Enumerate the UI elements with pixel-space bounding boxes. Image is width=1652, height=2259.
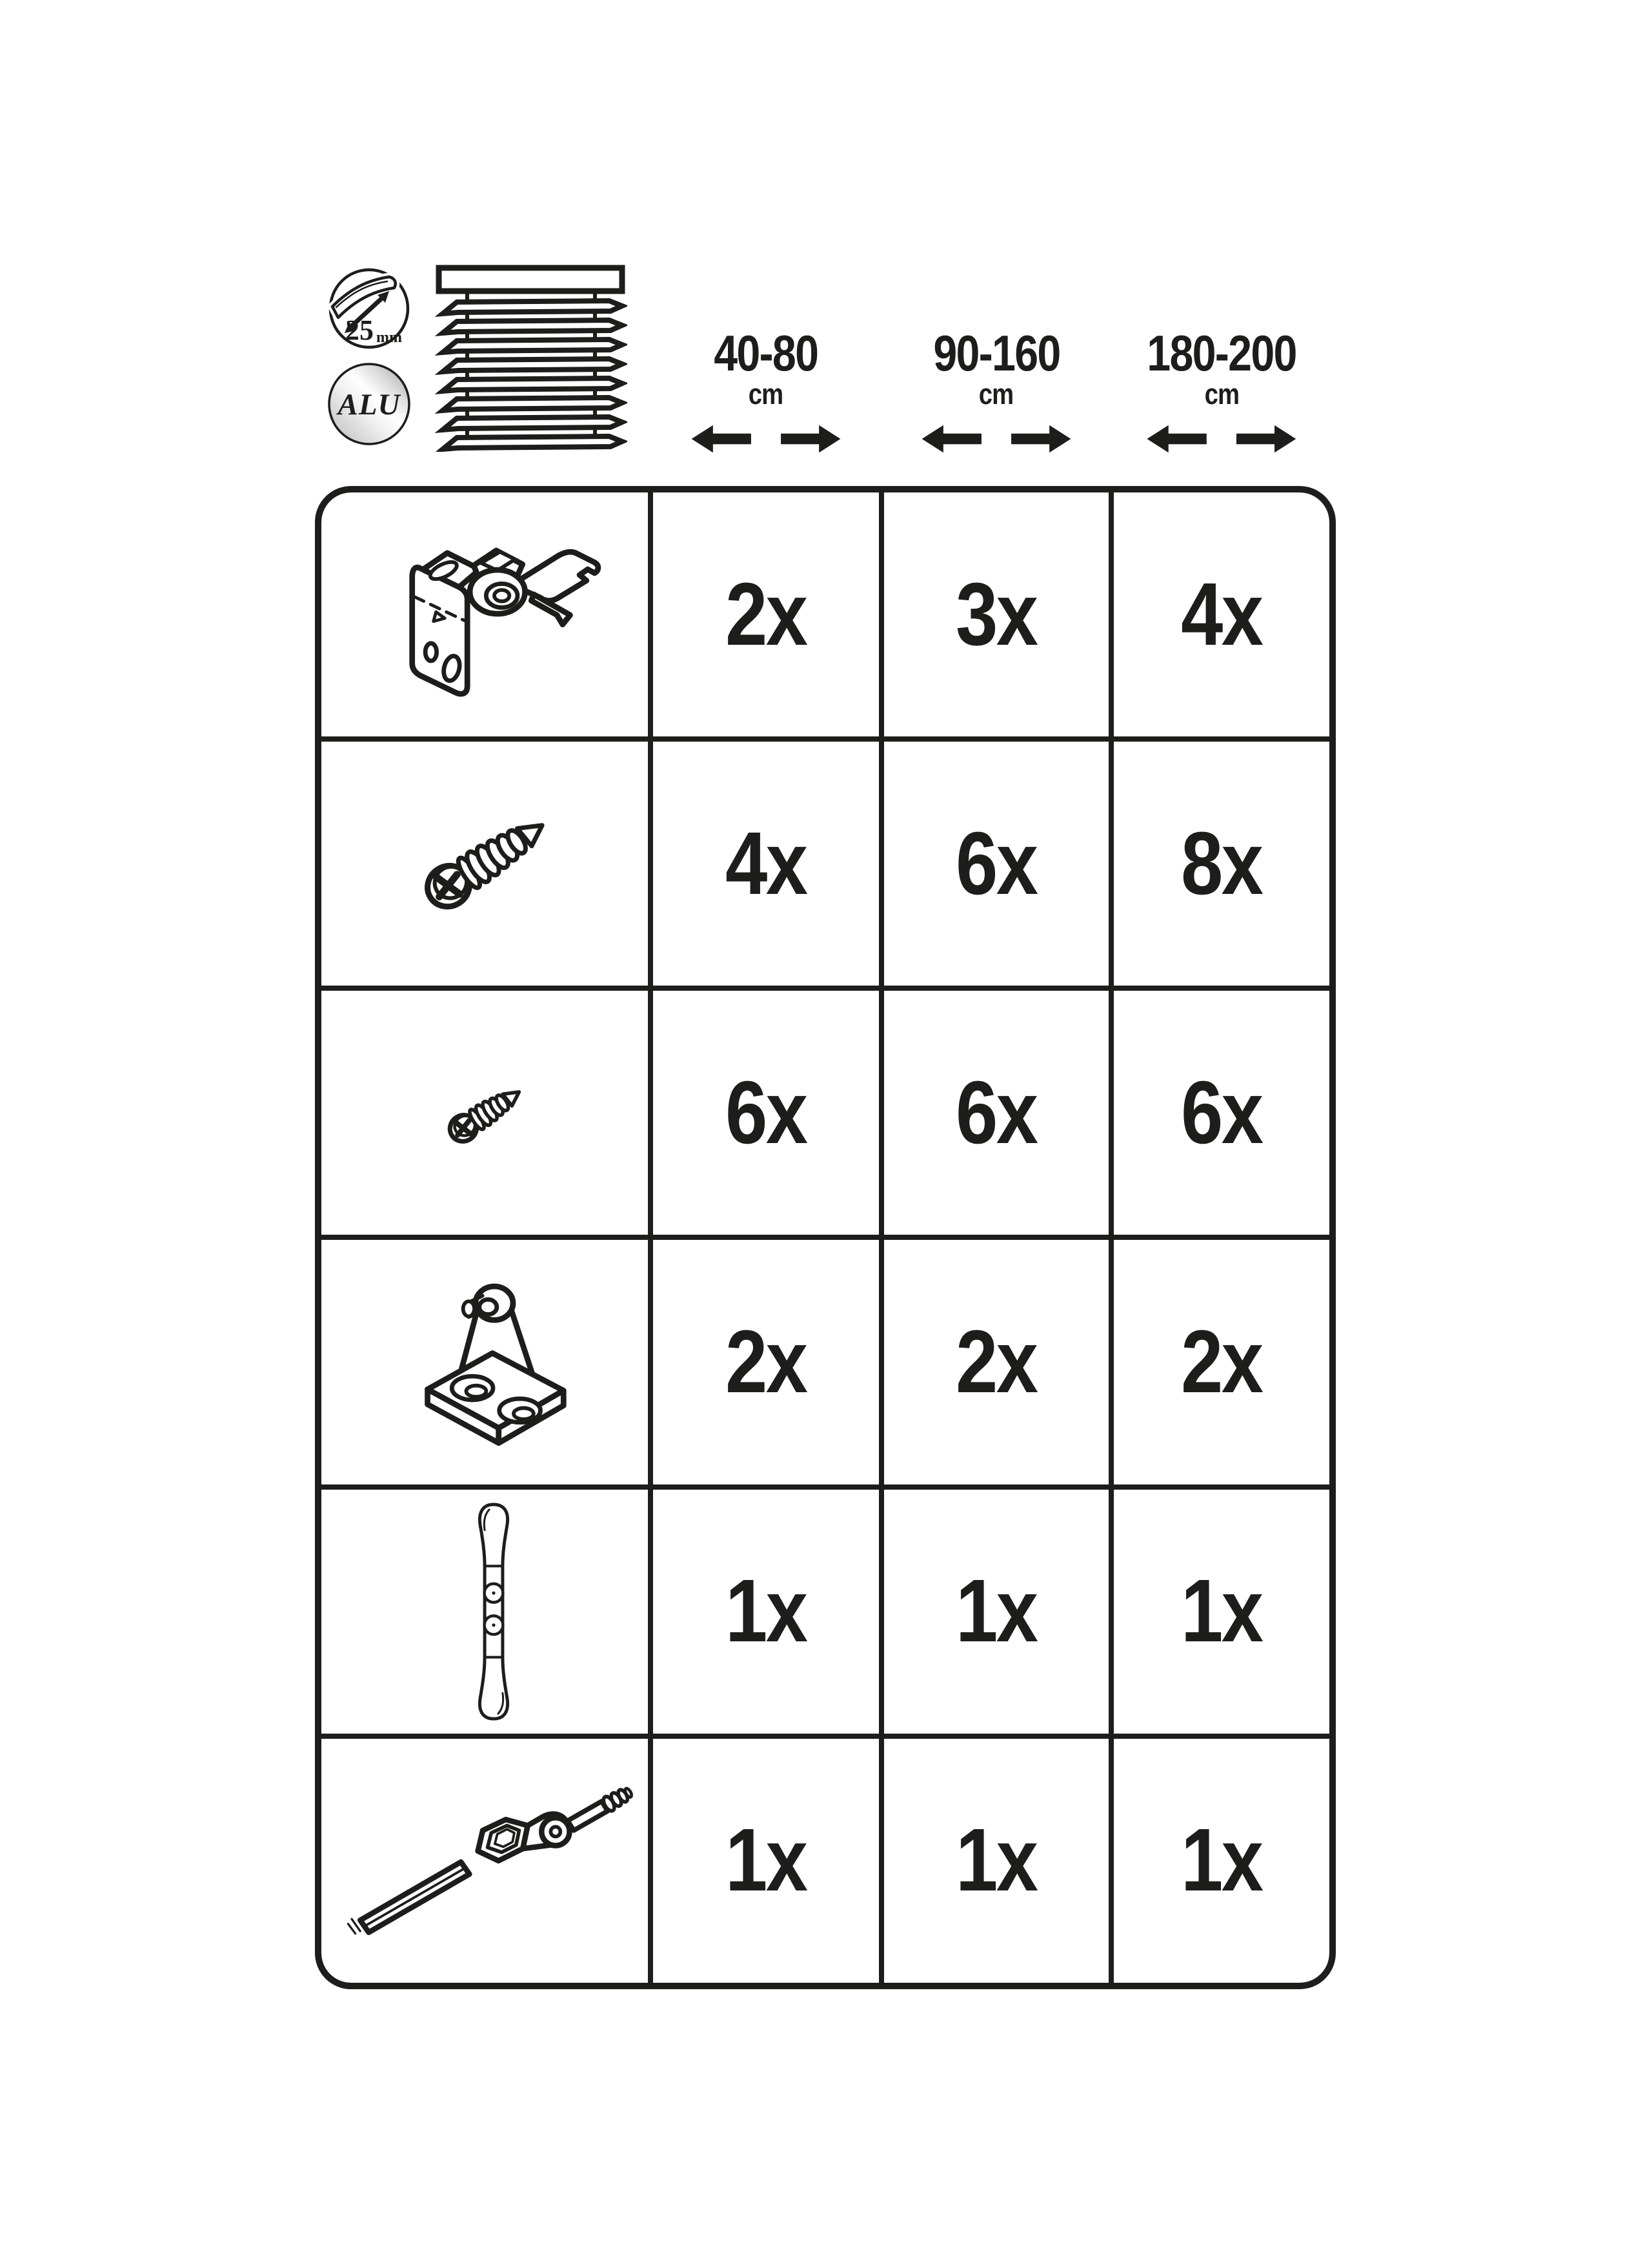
mounting-bracket-icon	[381, 527, 607, 702]
table-row-4-qty-40-80: 2x	[653, 1240, 879, 1484]
table-row-4-part	[321, 1240, 648, 1484]
table-row-5-part	[321, 1490, 648, 1734]
table-row-1-qty-90-160: 3x	[884, 492, 1109, 736]
table-row-6-qty-90-160: 1x	[884, 1739, 1109, 1983]
width-range-arrows-icon	[916, 423, 1077, 454]
width-range-arrows-icon	[685, 423, 847, 454]
table-row-1-part	[321, 492, 648, 736]
width-range-arrows-icon	[1141, 423, 1302, 454]
svg-text:mm: mm	[376, 329, 402, 346]
table-row-3-qty-90-160: 6x	[884, 991, 1109, 1235]
table-row-2-part	[321, 742, 648, 986]
tilt-wand-icon	[342, 1770, 645, 1952]
size-column-header-40-80	[685, 327, 847, 458]
aluminium-material-icon	[327, 361, 412, 447]
long-screw-icon	[413, 796, 574, 931]
table-row-2-qty-180-200: 8x	[1114, 742, 1329, 986]
size-column-header-180-200	[1134, 327, 1309, 458]
table-row-3-part	[321, 991, 648, 1235]
parts-quantity-table	[315, 486, 1336, 1989]
table-row-1-qty-40-80: 2x	[653, 492, 879, 736]
table-row-2-qty-40-80: 4x	[653, 742, 879, 986]
hold-down-bracket-icon	[400, 1266, 587, 1459]
size-column-header-90-160	[916, 327, 1077, 458]
size-range-label: 40-80	[714, 325, 818, 381]
table-row-6-part	[321, 1739, 648, 1983]
table-row-5-qty-40-80: 1x	[653, 1490, 879, 1734]
svg-text:ALU: ALU	[337, 388, 401, 421]
table-row-3-qty-180-200: 6x	[1114, 991, 1329, 1235]
size-range-label: 180-200	[1147, 325, 1296, 381]
table-row-2-qty-90-160: 6x	[884, 742, 1109, 986]
table-row-5-qty-90-160: 1x	[884, 1490, 1109, 1734]
size-unit-label: cm	[749, 378, 783, 410]
table-row-6-qty-40-80: 1x	[653, 1739, 879, 1983]
size-unit-label: cm	[979, 378, 1014, 410]
table-row-6-qty-180-200: 1x	[1114, 1739, 1329, 1983]
cord-cleat-icon	[463, 1499, 525, 1724]
size-unit-label: cm	[1204, 378, 1239, 410]
table-row-4-qty-90-160: 2x	[884, 1240, 1109, 1484]
slat-width-25mm-icon	[327, 266, 412, 351]
short-screw-icon	[439, 1066, 549, 1160]
venetian-blind-icon	[434, 263, 627, 455]
table-row-4-qty-180-200: 2x	[1114, 1240, 1329, 1484]
table-row-3-qty-40-80: 6x	[653, 991, 879, 1235]
svg-text:25: 25	[345, 314, 374, 346]
table-row-1-qty-180-200: 4x	[1114, 492, 1329, 736]
size-range-label: 90-160	[932, 325, 1060, 381]
table-row-5-qty-180-200: 1x	[1114, 1490, 1329, 1734]
